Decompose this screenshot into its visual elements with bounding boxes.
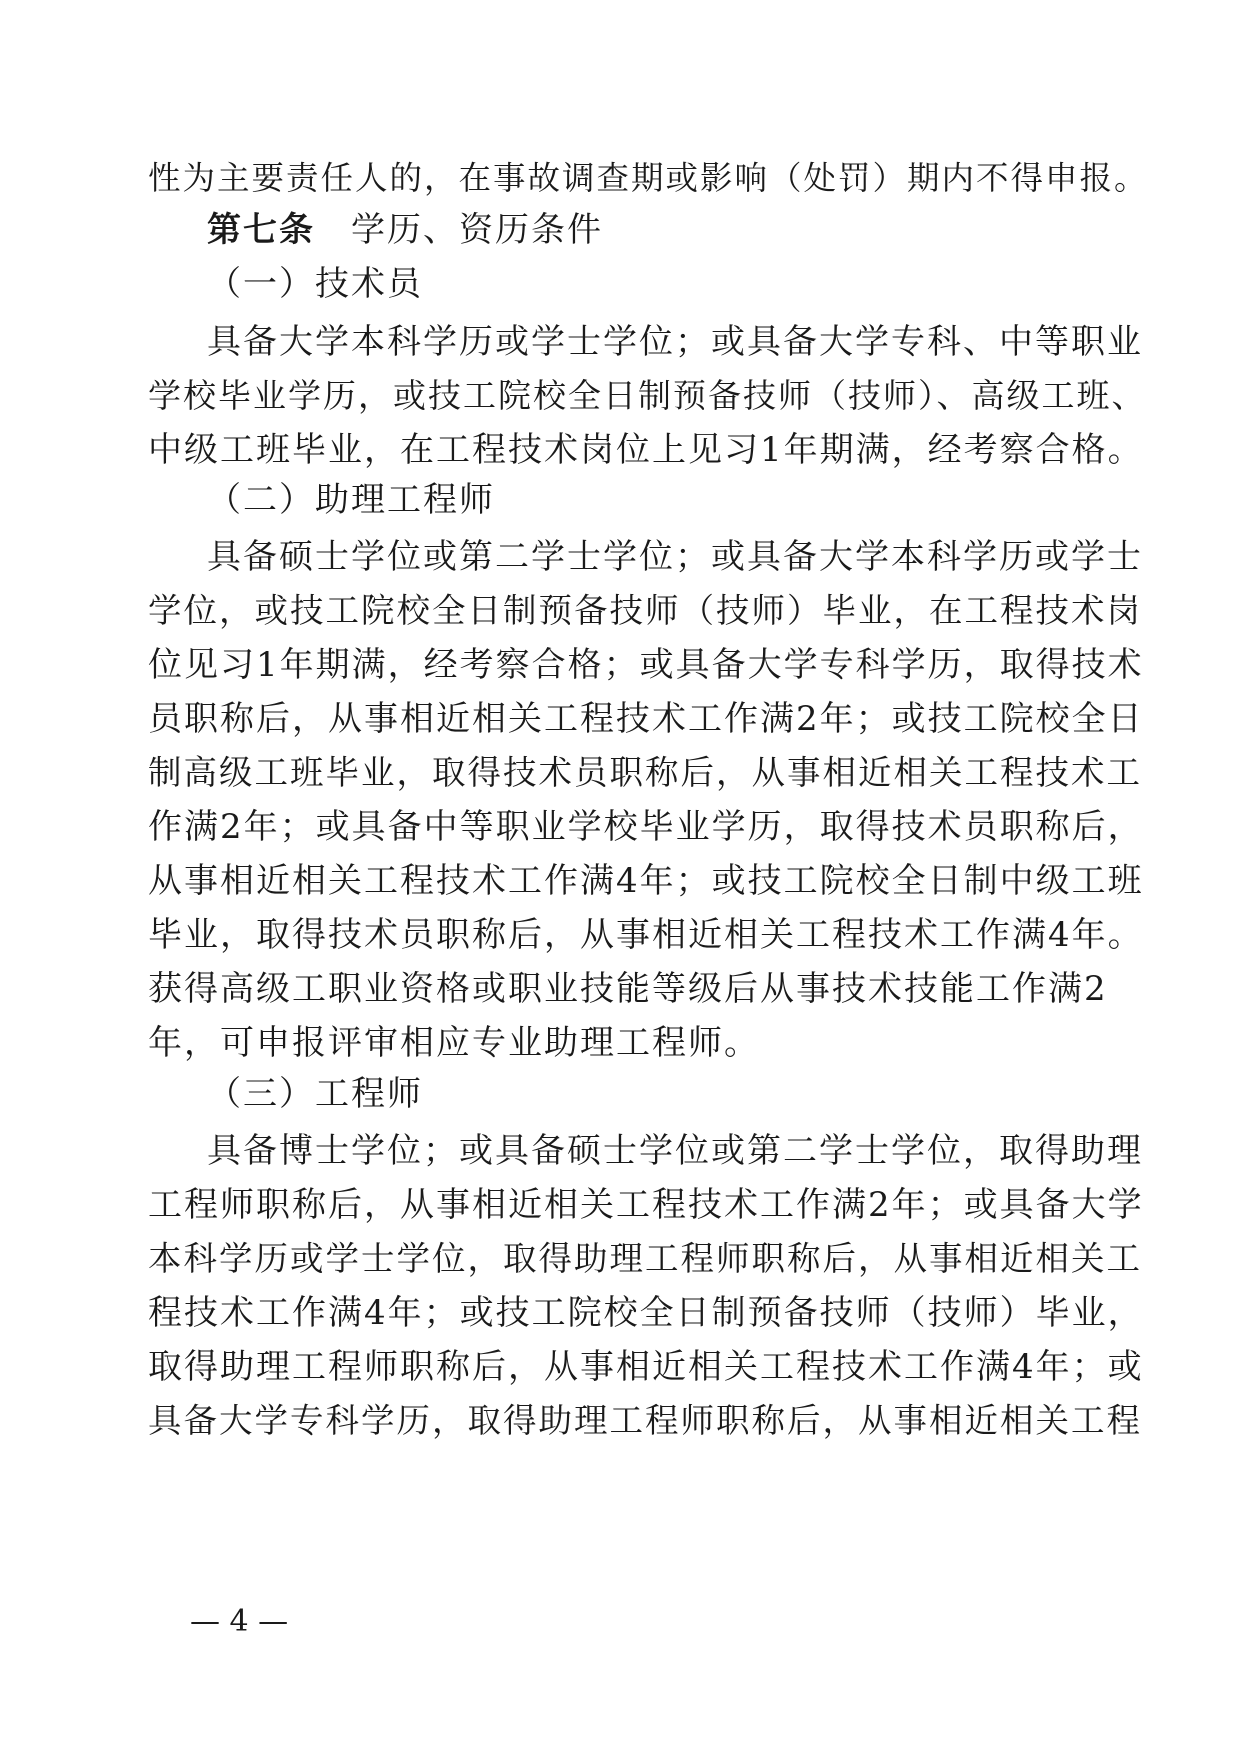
article-spacer: [315, 210, 351, 250]
text-line-5: 学校毕业学历，或技工院校全日制预备技师（技师）、高级工班、: [148, 376, 1147, 415]
text-line-12: 制高级工班毕业，取得技术员职称后，从事相近相关工程技术工: [148, 753, 1142, 792]
section-heading-2: （二）助理工程师: [207, 480, 495, 520]
text-line-15: 毕业，取得技术员职称后，从事相近相关工程技术工作满4年。: [148, 915, 1144, 955]
page-number: — 4 —: [190, 1604, 289, 1639]
text-line-6: 中级工班毕业，在工程技术岗位上见习1年期满，经考察合格。: [148, 430, 1144, 470]
text-line-11: 员职称后，从事相近相关工程技术工作满2年；或技工院校全日: [148, 699, 1144, 739]
text-line-10: 位见习1年期满，经考察合格；或具备大学专科学历，取得技术: [148, 645, 1144, 685]
text-line-22: 程技术工作满4年；或技工院校全日制预备技师（技师）毕业，: [148, 1293, 1144, 1333]
text-line-4: 具备大学本科学历或学士学位；或具备大学专科、中等职业: [207, 322, 1143, 362]
text-line-21: 本科学历或学士学位，取得助理工程师职称后，从事相近相关工: [148, 1239, 1142, 1278]
text-line-13: 作满2年；或具备中等职业学校毕业学历，取得技术员职称后，: [148, 807, 1144, 847]
article-label: 第七条: [207, 210, 315, 250]
text-line-8: 具备硕士学位或第二学士学位；或具备大学本科学历或学士: [207, 537, 1143, 577]
text-line-1: 性为主要责任人的，在事故调查期或影响（处罚）期内不得申报。: [148, 159, 1149, 197]
text-line-20: 工程师职称后，从事相近相关工程技术工作满2年；或具备大学: [148, 1185, 1144, 1225]
text-line-24: 具备大学专科学历，取得助理工程师职称后，从事相近相关工程: [148, 1401, 1142, 1440]
article-heading: [207, 208, 603, 252]
section-heading-1: （一）技术员: [207, 264, 423, 304]
text-line-14: 从事相近相关工程技术工作满4年；或技工院校全日制中级工班: [148, 861, 1144, 901]
text-line-9: 学位，或技工院校全日制预备技师（技师）毕业，在工程技术岗: [148, 591, 1142, 630]
text-line-19: 具备博士学位；或具备硕士学位或第二学士学位，取得助理: [207, 1131, 1143, 1171]
section-heading-3: （三）工程师: [207, 1074, 423, 1114]
text-line-16: 获得高级工职业资格或职业技能等级后从事技术技能工作满2: [148, 969, 1108, 1009]
text-line-17: 年，可申报评审相应专业助理工程师。: [148, 1023, 760, 1063]
article-title: 学历、资历条件: [351, 210, 603, 250]
text-line-23: 取得助理工程师职称后，从事相近相关工程技术工作满4年；或: [148, 1347, 1144, 1387]
